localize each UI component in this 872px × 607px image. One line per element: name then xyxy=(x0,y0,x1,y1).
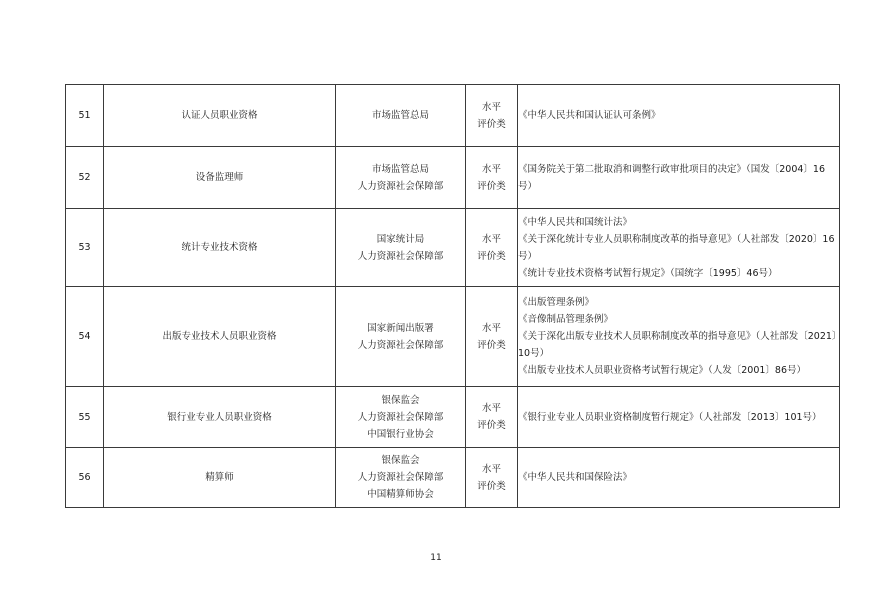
basis-line: 《关于深化出版专业技术人员职称制度改革的指导意见》（人社部发〔2021〕10号） xyxy=(518,331,837,359)
department-line: 市场监管总局 xyxy=(371,163,429,175)
basis-line: 《音像制品管理条例》 xyxy=(518,314,614,325)
department-line: 人力资源社会保障部 xyxy=(357,180,444,192)
basis-line: 《银行业专业人员职业资格制度暂行规定》（人社部发〔2013〕101号） xyxy=(518,411,822,423)
basis-line: 《出版管理条例》 xyxy=(518,297,595,308)
responsible-department xyxy=(336,387,466,448)
row-number: 51 xyxy=(66,85,104,147)
responsible-department xyxy=(336,147,466,209)
type-line: 评价类 xyxy=(477,420,506,431)
legal-basis xyxy=(518,448,840,508)
type-line: 水平 xyxy=(481,163,501,175)
responsible-department xyxy=(336,287,466,387)
department-line: 银保监会 xyxy=(381,394,420,406)
row-number: 52 xyxy=(66,147,104,209)
type-line: 评价类 xyxy=(477,180,506,192)
responsible-department xyxy=(336,85,466,147)
type-line: 水平 xyxy=(481,463,501,475)
responsible-department xyxy=(336,448,466,508)
basis-line: 《出版专业技术人员职业资格考试暂行规定》（人发〔2001〕86号） xyxy=(518,365,807,376)
type-line: 评价类 xyxy=(477,250,506,262)
qualification-name: 出版专业技术人员职业资格 xyxy=(104,287,336,387)
qualification-name: 认证人员职业资格 xyxy=(104,85,336,147)
department-line: 人力资源社会保障部 xyxy=(357,250,444,262)
department-line: 市场监管总局 xyxy=(371,110,429,121)
qualification-type xyxy=(466,387,518,448)
basis-line: 《国务院关于第二批取消和调整行政审批项目的决定》（国发〔2004〕16号） xyxy=(518,163,826,192)
department-line: 人力资源社会保障部 xyxy=(357,411,444,423)
table-row xyxy=(66,287,840,387)
qualification-name: 设备监理师 xyxy=(104,147,336,209)
legal-basis xyxy=(518,209,840,287)
table-row xyxy=(66,448,840,508)
table-row xyxy=(66,209,840,287)
table-row xyxy=(66,147,840,209)
row-number: 54 xyxy=(66,287,104,387)
qualification-name: 银行业专业人员职业资格 xyxy=(104,387,336,448)
basis-line: 《关于深化统计专业人员职称制度改革的指导意见》（人社部发〔2020〕16号） xyxy=(518,233,835,262)
qualification-name: 精算师 xyxy=(104,448,336,508)
table-row xyxy=(66,387,840,448)
type-line: 水平 xyxy=(481,233,501,245)
row-number: 53 xyxy=(66,209,104,287)
qualification-type xyxy=(466,287,518,387)
legal-basis xyxy=(518,387,840,448)
department-line: 中国银行业协会 xyxy=(367,428,434,440)
basis-line: 《中华人民共和国保险法》 xyxy=(518,472,633,483)
type-line: 评价类 xyxy=(477,339,506,351)
row-number: 55 xyxy=(66,387,104,448)
qualification-type xyxy=(466,147,518,209)
qualification-table xyxy=(65,84,840,508)
department-line: 银保监会 xyxy=(381,455,420,466)
responsible-department xyxy=(336,209,466,287)
department-line: 人力资源社会保障部 xyxy=(357,472,444,483)
legal-basis xyxy=(518,287,840,387)
department-line: 国家新闻出版署 xyxy=(367,322,434,334)
page-number: 11 xyxy=(430,553,442,563)
basis-line: 《中华人民共和国统计法》 xyxy=(518,216,633,228)
type-line: 评价类 xyxy=(477,480,506,492)
department-line: 人力资源社会保障部 xyxy=(357,339,444,351)
qualification-name: 统计专业技术资格 xyxy=(104,209,336,287)
type-line: 评价类 xyxy=(477,118,506,130)
department-line: 国家统计局 xyxy=(376,233,425,245)
qualification-type xyxy=(466,85,518,147)
basis-line: 《中华人民共和国认证认可条例》 xyxy=(518,110,661,121)
row-number: 56 xyxy=(66,448,104,508)
department-line: 中国精算师协会 xyxy=(367,489,434,500)
table-row xyxy=(66,85,840,147)
qualification-type xyxy=(466,448,518,508)
type-line: 水平 xyxy=(481,322,501,334)
legal-basis xyxy=(518,147,840,209)
basis-line: 《统计专业技术资格考试暂行规定》（国统字〔1995〕46号） xyxy=(518,267,778,279)
qualification-type xyxy=(466,209,518,287)
legal-basis xyxy=(518,85,840,147)
type-line: 水平 xyxy=(481,101,501,113)
type-line: 水平 xyxy=(481,403,501,414)
